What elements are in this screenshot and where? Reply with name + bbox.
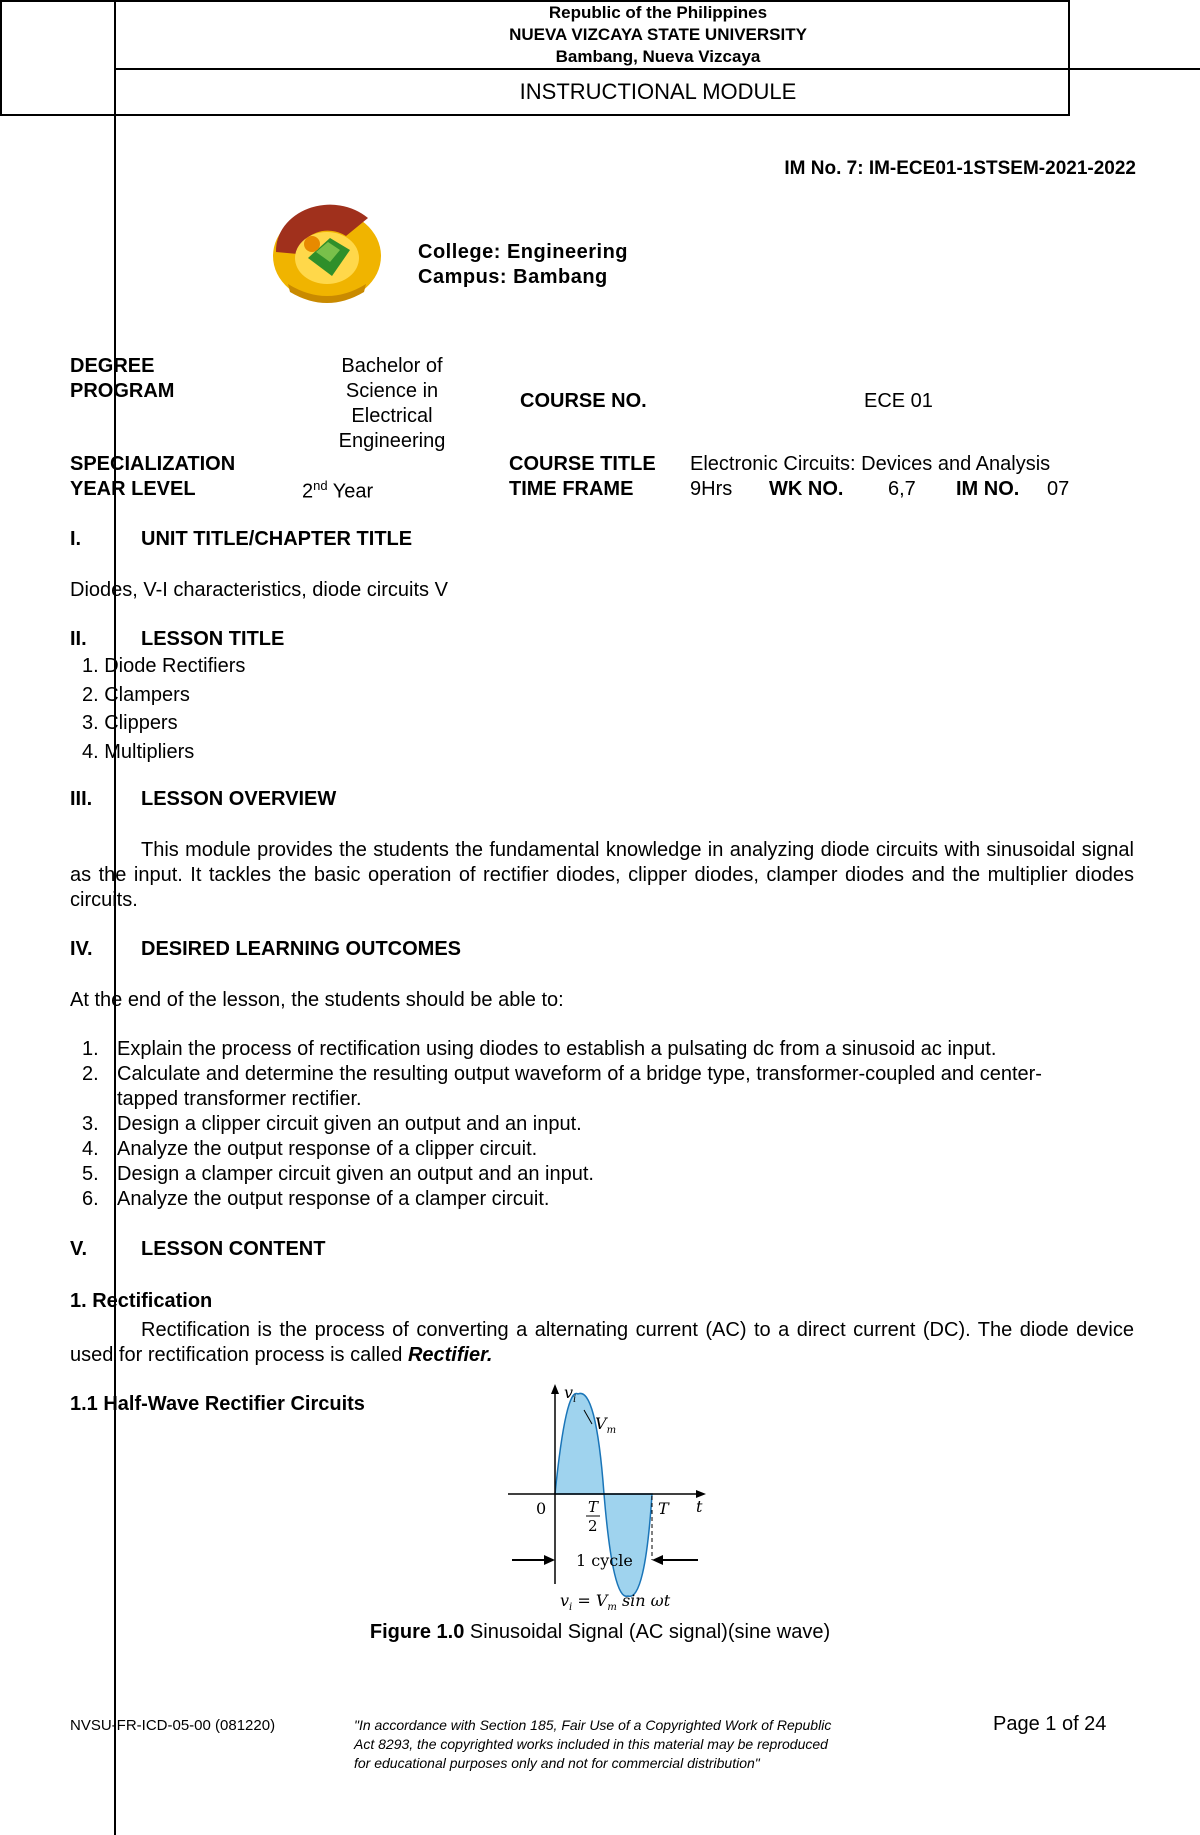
degree-value-line: Science in (345, 380, 439, 402)
half-period-denominator: 2 (588, 1517, 598, 1535)
im-no-value: 07 (1047, 478, 1070, 500)
form-code: NVSU-FR-ICD-05-00 (081220) (70, 1717, 276, 1734)
item-text: Analyze the output response of a clamper circuit. (117, 1188, 550, 1210)
section-1-title: UNIT TITLE/CHAPTER TITLE (141, 528, 413, 550)
list-item: 3. Clippers (82, 712, 178, 734)
list-item: 4. Multipliers (82, 740, 195, 763)
section-3-number: III. (70, 788, 93, 810)
cycle-label: 1 cycle (576, 1551, 633, 1570)
rectification-text (70, 1318, 1134, 1368)
college-info (418, 240, 628, 290)
year-level-label: YEAR LEVEL (70, 478, 196, 500)
section-4-title: DESIRED LEARNING OUTCOMES (141, 938, 462, 960)
figure-caption (0, 1621, 1200, 1644)
copyright-notice (354, 1716, 831, 1773)
year-level-suffix: nd (313, 478, 328, 493)
time-frame-value: 9Hrs (690, 478, 733, 500)
module-title: INSTRUCTIONAL MODULE (519, 79, 797, 104)
list-item (70, 1037, 1070, 1062)
degree-label-line2: PROGRAM (70, 380, 175, 402)
degree-program-value (320, 354, 464, 454)
degree-program-label (70, 354, 174, 404)
copyright-line: for educational purposes only and not for commercial distribution" (354, 1755, 760, 1771)
university-location: Bambang, Nueva Vizcaya (555, 47, 761, 66)
specialization-label: SPECIALIZATION (70, 453, 236, 475)
outcomes-intro: At the end of the lesson, the students should be able to: (70, 989, 564, 1011)
university-name: NUEVA VIZCAYA STATE UNIVERSITY (509, 25, 807, 44)
course-no-label: COURSE NO. (520, 390, 647, 412)
degree-value-line: Electrical (351, 405, 433, 427)
list-item (70, 1112, 1070, 1137)
item-text: Design a clipper circuit given an output and an input. (117, 1113, 582, 1135)
vm-label: $V_m$ (595, 1414, 617, 1436)
section-5-number: V. (70, 1238, 88, 1260)
negative-half-cycle (604, 1494, 652, 1596)
t-axis-label: t (696, 1497, 703, 1516)
section-2-title: LESSON TITLE (141, 628, 285, 650)
degree-label-line1: DEGREE (70, 355, 155, 377)
half-period-numerator: T (588, 1498, 599, 1516)
section-3-title: LESSON OVERVIEW (141, 788, 337, 810)
section-1-number: I. (70, 528, 82, 550)
list-item (70, 1137, 1070, 1162)
list-item (70, 1187, 1070, 1212)
im-no-label: IM NO. (956, 478, 1020, 500)
section-2-number: II. (70, 628, 87, 650)
item-number: 4. (82, 1138, 99, 1160)
sine-equation: $v_i = V_m$ sin ωt (560, 1591, 671, 1613)
header-institution (116, 0, 1200, 70)
item-number: 6. (82, 1188, 99, 1210)
item-number: 1. (82, 1038, 99, 1060)
section-5-title: LESSON CONTENT (141, 1238, 326, 1260)
degree-value-line: Bachelor of (341, 355, 443, 377)
course-title-value: Electronic Circuits: Devices and Analysis (690, 453, 1051, 475)
page-number: Page 1 of 24 (993, 1713, 1107, 1735)
campus-name: Campus: Bambang (418, 266, 608, 288)
degree-value-line: Engineering (338, 430, 446, 452)
college-name: College: Engineering (418, 241, 629, 263)
cycle-arrowhead-right (652, 1555, 663, 1565)
list-item: 1. Diode Rectifiers (82, 655, 246, 677)
year-level-word: Year (332, 480, 374, 503)
origin-label: 0 (536, 1499, 547, 1518)
republic-line: Republic of the Philippines (548, 3, 768, 22)
year-level-value (302, 478, 373, 504)
y-axis-arrow (551, 1384, 559, 1394)
header-logo-cell (0, 0, 116, 1835)
item-text: Explain the process of rectification using diodes to establish a pulsating dc from a sinusoid ac input. (117, 1038, 997, 1060)
item-text: Analyze the output response of a clipper circuit. (117, 1138, 538, 1160)
figure-caption-text: Sinusoidal Signal (AC signal)(sine wave) (464, 1621, 831, 1643)
copyright-line: Act 8293, the copyrighted works included in this material may be reproduced (354, 1736, 828, 1752)
unit-title-text: Diodes, V-I characteristics, diode circuits V (70, 579, 448, 601)
period-label: T (658, 1499, 669, 1518)
figure-caption-number: Figure 1.0 (369, 1621, 465, 1643)
item-text: Design a clamper circuit given an output and an input. (117, 1163, 594, 1185)
lesson-list (82, 652, 245, 766)
list-item (70, 1162, 1070, 1187)
im-number: IM No. 7: IM-ECE01-1STSEM-2021-2022 (784, 158, 1136, 179)
item-number: 2. (82, 1063, 99, 1085)
year-level-number: 2 (302, 480, 314, 503)
lesson-overview-text: This module provides the students the fundamental knowledge in analyzing diode circuits with sinusoidal signal as the input. It tackles the basic operation of rectifier diodes, clipper diodes, clamper diodes and the multiplier diodes circuits. (70, 839, 1134, 911)
copyright-line: "In accordance with Section 185, Fair Use of a Copyrighted Work of Republic (354, 1717, 832, 1733)
time-frame-label: TIME FRAME (509, 478, 634, 500)
rectification-body: Rectification is the process of converting a alternating current (AC) to a direct current (DC). The diode device used for rectification process is called (70, 1319, 1134, 1366)
item-text: Calculate and determine the resulting output waveform of a bridge type, transformer-coupled and center-tapped transformer rectifier. (117, 1063, 1042, 1110)
outcomes-list (70, 1037, 1070, 1212)
item-number: 5. (82, 1163, 99, 1185)
vi-axis-label: $v_i$ (564, 1384, 577, 1405)
week-no-label: WK NO. (769, 478, 844, 500)
sine-wave-figure (500, 1384, 720, 1616)
rectification-heading: 1. Rectification (70, 1290, 213, 1312)
section-4-number: IV. (70, 938, 93, 960)
college-logo (268, 196, 386, 306)
item-number: 3. (82, 1113, 99, 1135)
course-title-label: COURSE TITLE (509, 453, 656, 475)
cycle-arrowhead-left (544, 1555, 555, 1565)
week-no-value: 6,7 (888, 478, 916, 500)
course-no-value: ECE 01 (864, 390, 933, 412)
rectifier-term: Rectifier. (407, 1344, 493, 1366)
half-wave-heading: 1.1 Half-Wave Rectifier Circuits (70, 1393, 365, 1415)
list-item (70, 1062, 1070, 1112)
positive-half-cycle (555, 1393, 604, 1494)
header-box (0, 0, 1070, 116)
list-item: 2. Clampers (82, 683, 190, 706)
